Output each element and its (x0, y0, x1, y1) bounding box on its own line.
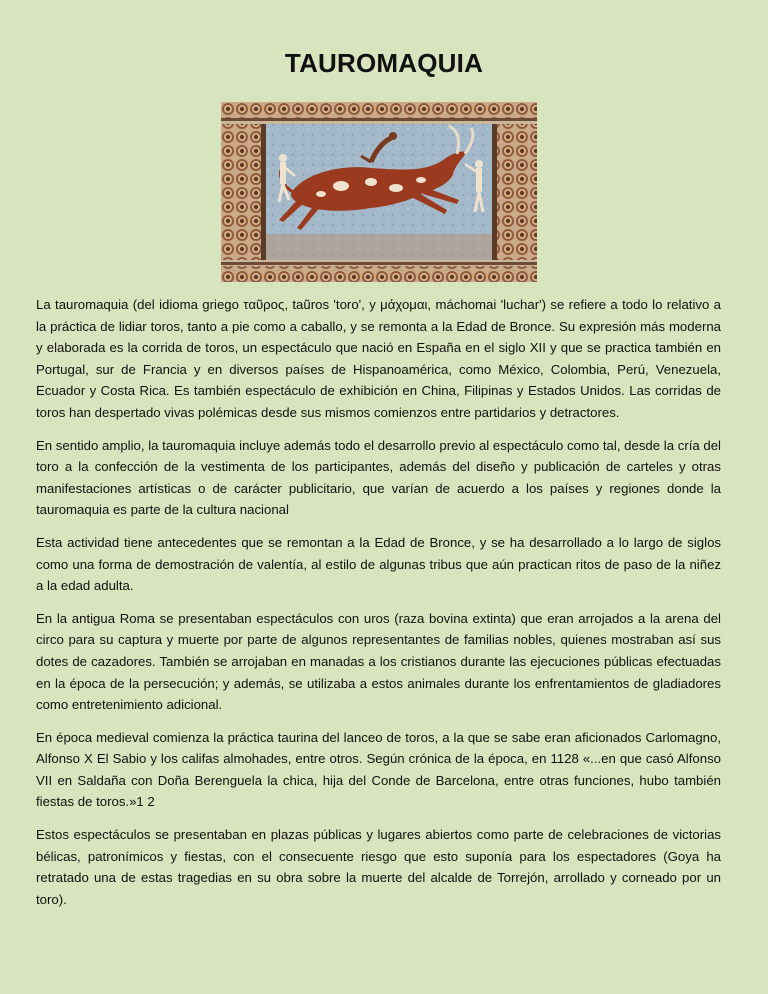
article-body (36, 294, 721, 921)
paragraph-public-plazas: Estos espectáculos se presentaban en plazas públicas y lugares abiertos como parte de celebraciones de victorias bélicas, patronímicos y fiestas, con el consecuente riesgo que esto suponía para los espectadores (Goya ha retratado una de estas tragedias en su obra sobre la muerte del alcalde de Torrejón, arrollado y corneado por un toro). (36, 827, 721, 907)
paragraph-bronze-age: Esta actividad tiene antecedentes que se remontan a la Edad de Bronce, y se ha desarrollado a lo largo de siglos como una forma de demostración de valentía, al estilo de algunas tribus que aún practican ritos de paso de la niñez a la edad adulta. (36, 534, 721, 594)
page-title: TAUROMAQUIA (284, 48, 484, 78)
paragraph-ancient-rome: En la antigua Roma se presentaban espectáculos con uros (raza bovina extinta) que eran arrojados a la arena del circo para su captura y muerte por parte de algunos representantes de familias nobles, quienes mostraban así sus dotes de cazadores. También se arrojaban en manadas a los cristianos durante las ejecuciones públicas efectuadas en la época de la persecución; y además, se utilizaba a estos animales durante los enfrentamientos de gladiadores como entretenimiento adicional. (36, 610, 721, 713)
paragraph-intro: La tauromaquia (del idioma griego ταῦρος, taũros 'toro', y μάχομαι, máchomai 'luchar') se refiere a todo lo relativo a la práctica de lidiar toros, tanto a pie como a caballo, y se remonta a la Edad de Bronce. Su expresión más moderna y elaborada es la corrida de toros, un espectáculo que nació en España en el siglo XII y que se practica también en Portugal, sur de Francia y en diversos países de Hispanoamérica, como México, Colombia, Perú, Venezuela, Ecuador y Costa Rica. Es también espectáculo de exhibición en China, Filipinas y Estados Unidos. Las corridas de toros han despertado vivas polémicas desde sus mismos comienzos entre partidarios y detractores. (36, 297, 721, 420)
paragraph-medieval: En época medieval comienza la práctica taurina del lanceo de toros, a la que se sabe eran aficionados Carlomagno, Alfonso X El Sabio y los califas almohades, entre otros. Según crónica de la época, en 1128 «...en que casó Alfonso VII en Saldaña con Doña Berenguela la chica, hija del Conde de Barcelona, entre otras funciones, hubo también fiestas de toros.»1 2 (36, 729, 721, 810)
paragraph-broad-sense: En sentido amplio, la tauromaquia incluye además todo el desarrollo previo al espectáculo como tal, desde la cría del toro a la confección de la vestimenta de los participantes, además del diseño y publicación de carteles y otras manifestaciones artísticas o de carácter publicitario, que varían de acuerdo a los países y regiones donde la tauromaquia es parte de la cultura nacional (36, 437, 721, 518)
bull-leaping-fresco-image (221, 102, 537, 282)
